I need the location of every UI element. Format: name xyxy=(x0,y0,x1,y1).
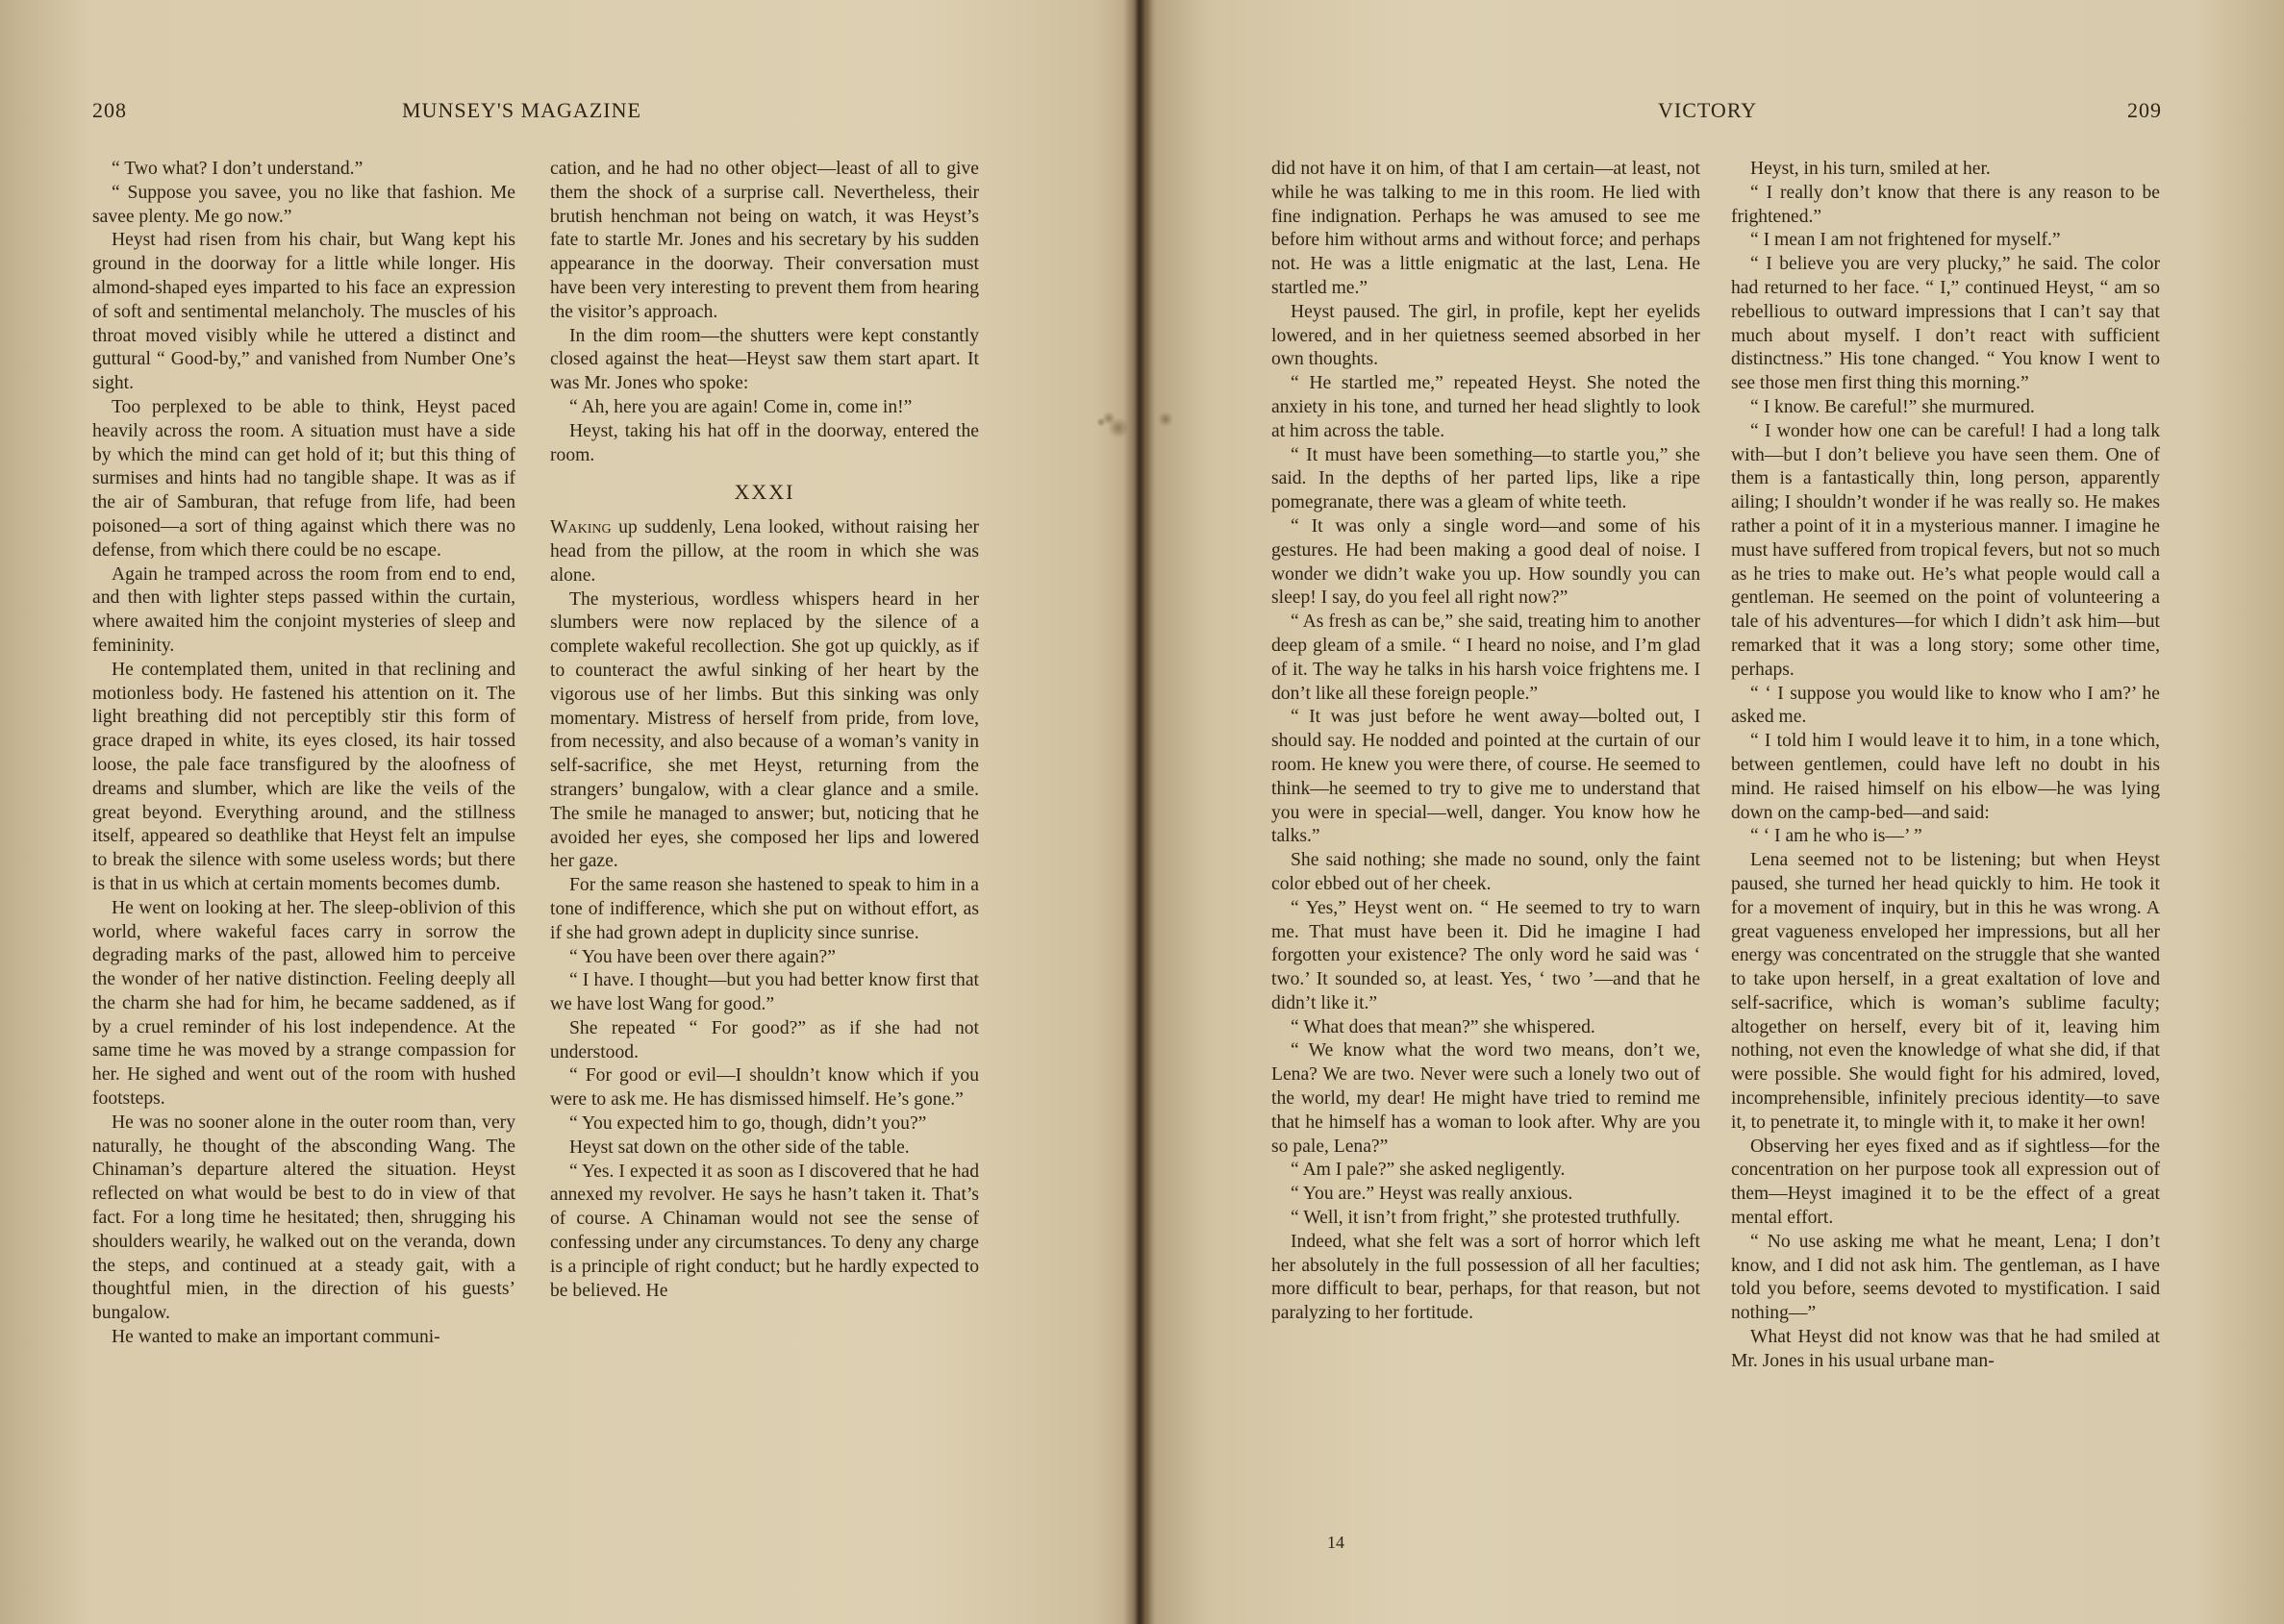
paragraph: In the dim room—the shutters were kept constantly closed against the heat—Heyst saw them start apart. It was Mr. Jones who spoke: xyxy=(550,325,979,394)
paragraph: “ Suppose you savee, you no like that fashion. Me savee plenty. Me go now.” xyxy=(92,182,515,227)
paragraph: “ I mean I am not frightened for myself.” xyxy=(1750,230,2061,251)
chapter-first-rest: up suddenly, Lena looked, without raising her head from the pillow, at the room in which she was alone. xyxy=(550,517,979,586)
paragraph: “ ‘ I suppose you would like to know who I am?’ he asked me. xyxy=(1731,683,2160,728)
paragraph: He was no sooner alone in the outer room than, very naturally, he thought of the absconding Wang. The Chinaman’s departure altered the situation. Heyst reflected on what would be best to do in view of that fact. For a long time he hesitated; then, shrugging his shoulders wearily, he walked out on the veranda, down the steps, and continued at a steady gait, with a thoughtful mien, in the direction of his guests’ bungalow. xyxy=(92,1112,515,1324)
paragraph: Heyst, taking his hat off in the doorway, entered the room. xyxy=(550,420,979,465)
paragraph: “ As fresh as can be,” she said, treating him to another deep gleam of a smile. “ I heard no noise, and I’m glad of it. The way he talks in his harsh voice frightens me. I don’t like all these foreign people.” xyxy=(1271,612,1700,704)
paragraph: “ Am I pale?” she asked negligently. xyxy=(1291,1160,1566,1181)
paragraph: “ Two what? I don’t understand.” xyxy=(112,159,364,179)
running-head-left: MUNSEY'S MAGAZINE xyxy=(402,98,641,122)
chapter-first-paragraph xyxy=(550,516,979,587)
left-page xyxy=(0,0,1135,1624)
paragraph: “ Ah, here you are again! Come in, come in!” xyxy=(569,396,913,417)
paragraph: Heyst sat down on the other side of the table. xyxy=(569,1137,910,1158)
paragraph: “ I have. I thought—but you had better know first that we have lost Wang for good.” xyxy=(550,970,979,1015)
left-column-1 xyxy=(92,158,515,1350)
paragraph: “ I believe you are very plucky,” he said. The color had returned to her face. “ I,” continued Heyst, “ am so rebellious to outward impressions that I can’t say that much about myself. I don’t react with sufficient distinctness.” His tone changed. “ You know I went to see those men first thing this morning.” xyxy=(1731,254,2160,394)
paragraph: “ I told him I would leave it to him, in a tone which, between gentlemen, could have left no doubt in his mind. He raised himself on his elbow—he was lying down on the camp-bed—and said: xyxy=(1731,731,2160,823)
paragraph: For the same reason she hastened to speak to him in a tone of indifference, which she put on without effort, as if she had grown adept in duplicity since sunrise. xyxy=(550,875,979,943)
paragraph: “ It must have been something—to startle you,” she said. In the depths of her parted lips, like a ripe pomegranate, there was a gleam of white teeth. xyxy=(1271,444,1700,513)
chapter-heading: XXXI xyxy=(734,480,795,505)
paragraph: “ You are.” Heyst was really anxious. xyxy=(1291,1184,1573,1205)
paragraph: “ You have been over there again?” xyxy=(569,946,836,967)
paragraph: “ It was only a single word—and some of his gestures. He had been making a good deal of noise. I wonder we didn’t wake you up. How soundly you can sleep! I say, do you feel all right now?” xyxy=(1271,515,1700,609)
chapter-first-word: Waking xyxy=(550,517,612,538)
paragraph: The mysterious, wordless whispers heard in her slumbers were now replaced by the silence of a complete wakeful recollection. She got up quickly, as if to counteract the awful sinking of her heart by the vigorous use of her limbs. But this sinking was only momentary. Mistress of herself from pride, from love, from necessity, and also because of a woman’s vanity in self-sacrifice, she met Heyst, returning from the strangers’ bungalow, with a clear glance and a smile. The smile he managed to answer; but, noticing that he avoided her eyes, she composed her lips and lowered her gaze. xyxy=(550,588,979,872)
paragraph: She repeated “ For good?” as if she had not understood. xyxy=(550,1017,979,1062)
paragraph: Indeed, what she felt was a sort of horror which left her absolutely in the full possession of all her faculties; more difficult to bear, perhaps, for that reason, but not paralyzing to her fortitude. xyxy=(1271,1231,1700,1324)
paragraph: What Heyst did not know was that he had smiled at Mr. Jones in his usual urbane man- xyxy=(1731,1327,2160,1371)
paragraph: “ What does that mean?” she whispered. xyxy=(1291,1016,1595,1037)
paragraph: “ Yes. I expected it as soon as I discovered that he had annexed my revolver. He says he hasn’t taken it. That’s of course. A Chinaman would not see the sense of confessing under any circumstances. To deny any charge is a principle of right conduct; but he hardly expected to be believed. He xyxy=(550,1161,979,1301)
ink-stain xyxy=(1108,417,1129,438)
paragraph: He contemplated them, united in that reclining and motionless body. He fastened his attention on it. The light breathing did not perceptibly stir this form of grace draped in white, its eyes closed, its hair tossed loose, the pale face transfigured by the aloofness of dreams and slumber, which are like the veils of the great beyond. Everything around, and the stillness itself, appeared so deathlike that Heyst felt an impulse to break the silence with some useless words; but there is that in us which at certain moments becomes dumb. xyxy=(92,659,515,894)
paragraph: “ I really don’t know that there is any reason to be frightened.” xyxy=(1731,182,2160,227)
right-column-1 xyxy=(1271,158,1700,1326)
page-number-left: 208 xyxy=(92,98,127,122)
running-head-right: VICTORY xyxy=(1658,98,1758,122)
ink-stain xyxy=(1158,412,1173,427)
ink-stain xyxy=(1096,417,1106,427)
paragraph: Heyst had risen from his chair, but Wang kept his ground in the doorway for a little while longer. His almond-shaped eyes imparted to his face an expression of soft and sentimental melancholy. The muscles of his throat moved visibly while he uttered a distinct and guttural “ Good-by,” and vanished from Number One’s sight. xyxy=(92,230,515,394)
paragraph: He went on looking at her. The sleep-oblivion of this world, where wakeful faces carry in sorrow the degrading marks of the past, allowed him to perceive the wonder of her native distinction. Feeling deeply all the charm she had for him, he became saddened, as if by a cruel reminder of his lost independence. At the same time he was moved by a strange compassion for her. He sighed and went out of the room with hushed footsteps. xyxy=(92,897,515,1110)
paragraph: “ Yes,” Heyst went on. “ He seemed to try to warn me. That must have been it. Did he imagine I had forgotten your existence? The only word he said was ‘ two.’ It sounded so, at least. Yes, ‘ two ’—and that he didn’t like it.” xyxy=(1271,897,1700,1013)
paragraph: cation, and he had no other object—least of all to give them the shock of a surprise call. Nevertheless, their brutish henchman not being on watch, it was Heyst’s fate to startle Mr. Jones and his secretary by his sudden appearance in the doorway. Their conversation must have been very interesting to prevent them from hearing the visitor’s approach. xyxy=(550,159,979,322)
paragraph: “ For good or evil—I shouldn’t know which if you were to ask me. He has dismissed himself. He’s gone.” xyxy=(550,1065,979,1111)
paragraph: “ It was just before he went away—bolted out, I should say. He nodded and pointed at the curtain of our room. He knew you were there, of course. He seemed to think—he seemed to try to give me to understand that you were in special—well, danger. You know how he talks.” xyxy=(1271,707,1700,847)
right-page xyxy=(1144,0,2284,1624)
paragraph: She said nothing; she made no sound, only the faint color ebbed out of her cheek. xyxy=(1271,850,1700,894)
paragraph: Lena seemed not to be listening; but when Heyst paused, she turned her head quickly to him. He took it for a movement of inquiry, but in this he was wrong. A great vagueness enveloped her impressions, but all her energy was concentrated on the struggle that she wanted to take upon herself, in a great exaltation of love and self-sacrifice, which is woman’s sublime faculty; altogether on herself, every bit of it, leaving him nothing, not even the knowledge of what she did, if that were possible. She would fight for his admired, loved, incomprehensible, infinitely precious identity—to save it, to penetrate it, to mingle with it, to make it her own! xyxy=(1731,850,2160,1133)
paragraph: “ He startled me,” repeated Heyst. She noted the anxiety in his tone, and turned her head slightly to look at him across the table. xyxy=(1271,373,1700,441)
paragraph: “ You expected him to go, though, didn’t you?” xyxy=(569,1113,927,1135)
paragraph: Observing her eyes fixed and as if sightless—for the concentration on her purpose took all expression out of them—Heyst imagined it to be the effect of a great mental effort. xyxy=(1731,1136,2160,1229)
paragraph: Too perplexed to be able to think, Heyst paced heavily across the room. A situation must have a side by which the mind can get hold of it; but this thing of surmises and hints had no tangible shape. It was as if the air of Samburan, that refuge from life, had been poisoned—a sort of thing against which there was no defense, from which there could be no escape. xyxy=(92,396,515,561)
paragraph: “ I wonder how one can be careful! I had a long talk with—but I don’t believe you have seen them. One of them is a fantastically thin, long person, apparently ailing; I shouldn’t wonder if he was really so. He makes rather a point of it in a mysterious manner. I imagine he must have suffered from tropical fevers, but not so much as he tries to make out. He’s what people would call a gentleman. He seemed on the point of volunteering a tale of his adventures—for which I didn’t ask him—but remarked that it was a long story; some other time, perhaps. xyxy=(1731,420,2160,680)
paragraph: “ No use asking me what he meant, Lena; I don’t know, and I did not ask him. The gentleman, as I have told you before, seems devoted to mystification. I said nothing—” xyxy=(1731,1231,2160,1324)
paragraph: He wanted to make an important communi- xyxy=(112,1327,440,1348)
paragraph: “ We know what the word two means, don’t we, Lena? We are two. Never were such a lonely two out of the world, my dear! He might have tried to remind me that he himself has a woman to look after. Why are you so pale, Lena?” xyxy=(1271,1040,1700,1157)
page-number-right: 209 xyxy=(2127,98,2162,122)
right-column-2 xyxy=(1731,158,2160,1374)
paragraph: Heyst, in his turn, smiled at her. xyxy=(1750,159,1991,179)
left-column-2 xyxy=(550,158,979,1303)
paragraph: “ I know. Be careful!” she murmured. xyxy=(1750,396,2035,417)
paragraph: “ Well, it isn’t from fright,” she protested truthfully. xyxy=(1291,1208,1681,1229)
paragraph: did not have it on him, of that I am certain—at least, not while he was talking to me in this room. He lied with fine indignation. Perhaps he was amused to see me before him without arms and without force; and perhaps not. He was a little enigmatic at the last, Lena. He startled me.” xyxy=(1271,159,1700,298)
paragraph: “ ‘ I am he who is—’ ” xyxy=(1750,826,1922,847)
signature-mark: 14 xyxy=(1327,1533,1344,1552)
paragraph: Again he tramped across the room from end to end, and then with lighter steps passed within the curtain, where awaited him the conjoint mysteries of sleep and femininity. xyxy=(92,563,515,656)
paragraph: Heyst paused. The girl, in profile, kept her eyelids lowered, and in her quietness seemed absorbed in her own thoughts. xyxy=(1271,301,1700,370)
